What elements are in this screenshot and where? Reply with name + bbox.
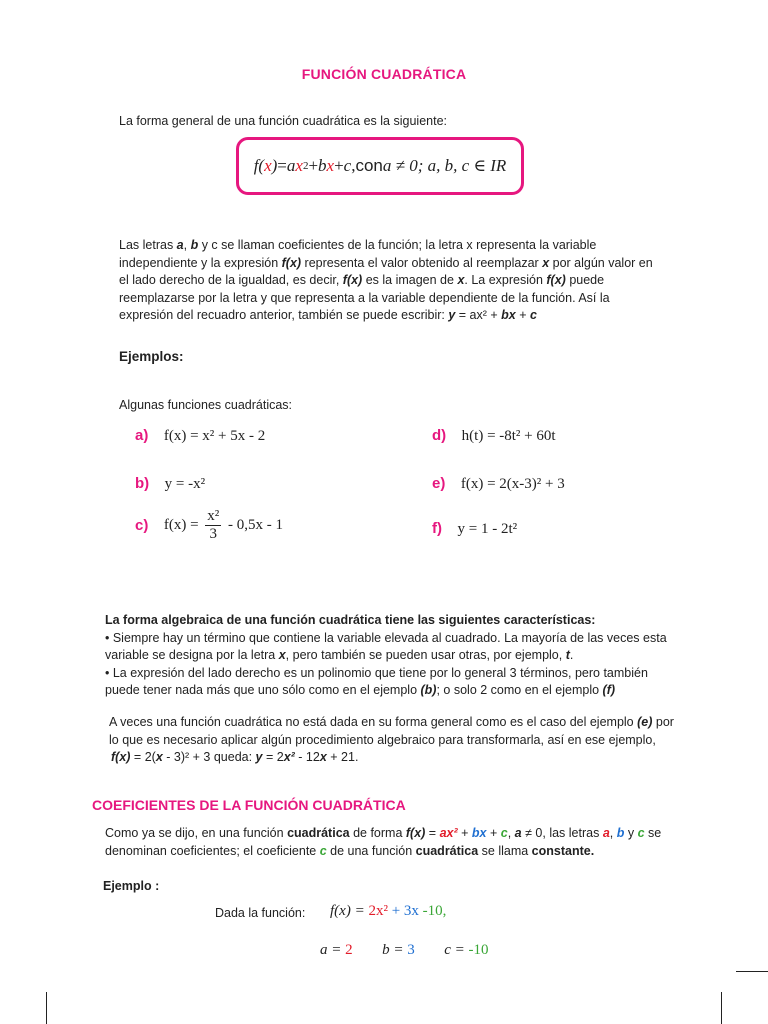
formula-con: con [355,156,383,175]
bullet1-x: x [278,648,286,662]
example-e [432,475,565,493]
example-function-a: 2x² [368,903,388,919]
intro-text: La forma general de una función cuadrática es la siguiente: [119,114,447,128]
p1-y: y [448,308,456,322]
examples-heading: Ejemplos: [119,349,184,364]
formula-sup: 2 [302,160,309,172]
formula-eq: = [277,156,287,175]
example-a [135,427,265,445]
characteristics-bullet-2 [105,665,675,700]
formula-c: c [343,156,352,175]
p3-t2: de forma [349,826,406,840]
example-c-post: - 0,5x - 1 [224,517,284,533]
p2-t4: - 3)² + 3 queda: [162,750,256,764]
paragraph-coefficients [105,825,665,860]
coef-a-val: 2 [345,942,353,958]
example-d-expr: h(t) = -8t² + 60t [461,428,556,444]
example-c [135,508,283,543]
p3-a0: a [514,826,522,840]
p1-a: a [176,238,184,252]
page-edge-mark-right [721,992,722,1024]
example-heading: Ejemplo : [103,879,160,893]
example-c-denominator: 3 [209,526,218,542]
p2-t1: A veces una función cuadrática no está dada en su forma general como es el caso del ejemplo [109,715,638,729]
coef-c-val: -10 [468,942,489,958]
example-function [330,903,446,920]
p3-lc: c [637,826,645,840]
p3-ax2: ax² [439,826,458,840]
p2-x2: x² [283,750,295,764]
example-e-label: e) [432,475,446,492]
p3-cuad: cuadrática [287,826,350,840]
p1-fx2: f(x) [342,273,363,287]
p1-t7: . La expresión [464,273,547,287]
p1-fx3: f(x) [546,273,566,287]
example-function-plus: + [387,903,404,919]
general-formula-box [236,137,524,195]
p1-t5: por algún valor en el lado derecho de la igualdad, es decir, [119,255,653,287]
p2-x: x [155,750,163,764]
formula-b: b [318,156,327,175]
formula-plus2: + [334,156,344,175]
bullet2-f: (f) [602,683,616,697]
bullet2-b: (b) [420,683,437,697]
p3-t7: ≠ 0, las letras [521,826,603,840]
p3-c2: c [319,843,327,858]
p1-x2: x [457,273,465,287]
example-b-expr: y = -x² [164,476,206,492]
characteristics-block [105,612,675,700]
p3-t11: de una función [326,843,416,858]
p2-fx: f(x) [111,750,131,764]
p1-x: x [542,255,550,270]
example-coefficients [320,942,489,959]
paragraph-transform [109,714,674,767]
page-edge-mark-bottom-right [736,971,768,972]
example-a-label: a) [135,427,149,444]
p3-t8: , [609,826,617,840]
page-edge-mark-left [46,992,47,1024]
p2-t7: + 21. [326,750,359,764]
p2-t6: - 12 [294,750,320,764]
example-a-expr: f(x) = x² + 5x - 2 [163,428,266,444]
section-title-coefficients: COEFICIENTES DE LA FUNCIÓN CUADRÁTICA [92,797,406,813]
bullet2-c: ; o solo 2 como en el ejemplo [436,683,603,697]
p2-e: (e) [637,715,653,729]
p1-t6: es la imagen de [362,273,458,287]
p3-c: c [500,826,508,840]
formula-plus1: + [308,156,319,175]
example-f-expr: y = 1 - 2t² [457,521,518,537]
example-b-label: b) [135,475,150,492]
p3-t5: + [486,826,501,840]
p2-t3: = 2( [130,750,156,764]
p1-t3: y c se llaman coeficientes de la función; la letra x representa la variable independiente y la expresión [119,238,597,270]
bullet1-t: t [565,648,570,662]
p3-fx: f(x) [405,826,426,840]
bullet2-a: • La expresión del lado derecho es un polinomio que tiene por lo general 3 términos, pero también puede tener nada más que uno sólo como en el ejemplo [105,665,648,697]
p3-constante: constante. [531,843,595,858]
bullet1-b: , pero también se pueden usar otras, por ejemplo, [285,648,566,662]
bullet1-c: . [569,648,574,662]
formula-x2: x [295,156,303,175]
p3-la: a [602,826,610,840]
example-f [432,520,517,538]
characteristics-heading: La forma algebraica de una función cuadrática tiene las siguientes características: [105,613,596,627]
p1-fx: f(x) [281,255,302,270]
bullet1-a: • Siempre hay un término que contiene la variable elevada al cuadrado. La mayoría de las veces esta variable se designa por la letra [105,630,667,662]
p1-t10: + [515,308,531,322]
coef-b-val: 3 [407,942,415,958]
p1-t9: = ax² + [455,308,502,322]
p2-t2: por lo que es necesario aplicar algún procedimiento algebraico para transformarla, así en ese ejemplo, [109,715,674,747]
paragraph-definition [119,237,659,325]
p1-bx: bx [501,308,516,322]
p1-b: b [190,238,199,252]
formula-x: x [264,156,272,175]
example-e-expr: f(x) = 2(x-3)² + 3 [460,476,565,492]
example-c-label: c) [135,517,149,534]
example-c-numerator: x² [207,508,220,524]
p1-t8: puede reemplazarse por la letra y que representa a la variable dependiente de la función. Así la expresión del recuadro anterior, también se puede escribir: [119,273,610,322]
coef-b-eq: b = [382,942,408,958]
formula-comma: , [351,156,356,175]
example-b [135,475,205,493]
p2-t5: = 2 [262,750,284,764]
example-d [432,427,556,445]
p3-lb: b [616,826,625,840]
example-given-label: Dada la función: [215,906,306,920]
p3-t6: , [507,826,515,840]
example-function-b: 3x [403,903,419,919]
formula-f: f( [253,156,265,175]
example-function-fx: f(x) = [330,903,369,919]
p3-t9: y [624,826,638,840]
p2-y: y [255,750,263,764]
example-d-label: d) [432,427,447,444]
p3-cuad2: cuadrática [415,843,479,858]
formula-a: a [286,156,296,175]
formula-xb: x [326,156,335,175]
example-c-fraction [205,508,221,543]
coef-c-eq: c = [444,942,469,958]
p1-t4: representa el valor obtenido al reemplazar [301,255,543,270]
p3-t10: se denominan coeficientes; el coeficiente [105,826,662,858]
coef-a-eq: a = [320,942,346,958]
p1-t1: Las letras [119,238,177,252]
formula-condition: a ≠ 0; a, b, c ∈ IR [382,156,507,175]
p1-c: c [530,308,537,322]
p1-t2: , [183,238,191,252]
formula-close: ) [271,156,278,175]
characteristics-bullet-1 [105,630,675,665]
example-f-label: f) [432,520,442,537]
example-function-c: -10, [418,903,447,919]
p3-t12: se llama [478,843,532,858]
p3-t3: = [425,826,440,840]
examples-intro: Algunas funciones cuadráticas: [119,398,293,412]
page-title: FUNCIÓN CUADRÁTICA [301,66,467,82]
p3-t1: Como ya se dijo, en una función [105,826,288,840]
p3-bx: bx [471,826,487,840]
p2-x3: x [319,750,327,764]
p3-t4: + [457,826,472,840]
example-c-pre: f(x) = [163,517,203,533]
